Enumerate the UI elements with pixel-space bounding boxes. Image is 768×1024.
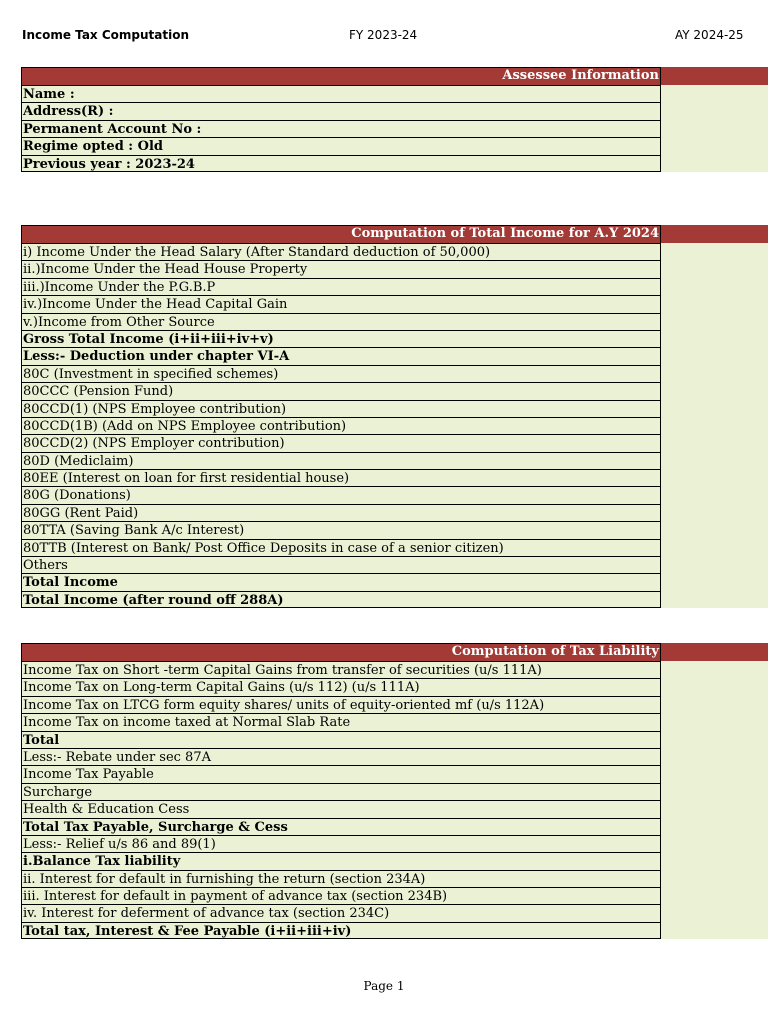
table-row: [21, 434, 768, 451]
financial-year: FY 2023-24: [349, 28, 418, 42]
row-label: 80C (Investment in specified schemes): [21, 365, 661, 382]
table-row: [21, 382, 768, 399]
table-row: [21, 835, 768, 852]
table-row: [21, 243, 768, 260]
value-cell: [661, 400, 768, 417]
value-cell: [661, 365, 768, 382]
value-cell: [661, 260, 768, 277]
value-cell: [661, 852, 768, 869]
table-row: [21, 800, 768, 817]
row-label: 80TTA (Saving Bank A/c Interest): [21, 521, 661, 538]
row-label: Health & Education Cess: [21, 800, 661, 817]
row-label: ii.)Income Under the Head House Property: [21, 260, 661, 277]
row-label: Previous year : 2023-24: [21, 155, 661, 172]
tax-rows: [21, 661, 768, 939]
total-income-section: [21, 225, 768, 608]
table-row: [21, 870, 768, 887]
row-label: iii. Interest for default in payment of advance tax (section 234B): [21, 887, 661, 904]
value-cell: [661, 678, 768, 695]
value-cell: [661, 469, 768, 486]
table-row: [21, 783, 768, 800]
value-cell: [661, 539, 768, 556]
table-row: [21, 713, 768, 730]
assessee-information-section: [21, 67, 768, 172]
value-cell: [661, 243, 768, 260]
row-label: Address(R) :: [21, 102, 661, 119]
document-title: Income Tax Computation: [22, 28, 189, 42]
value-cell: [661, 556, 768, 573]
table-row: [21, 347, 768, 364]
value-cell: [661, 835, 768, 852]
value-cell: [661, 765, 768, 782]
table-row: [21, 137, 768, 154]
value-cell: [661, 591, 768, 608]
assessee-rows: [21, 85, 768, 172]
row-label: v.)Income from Other Source: [21, 313, 661, 330]
table-row: [21, 661, 768, 678]
table-row: [21, 120, 768, 137]
section-title: Computation of Tax Liability: [451, 644, 659, 659]
table-row: [21, 556, 768, 573]
row-label: Income Tax on income taxed at Normal Slab Rate: [21, 713, 661, 730]
section-title: Computation of Total Income for A.Y 2024: [351, 226, 659, 241]
table-row: [21, 765, 768, 782]
row-label: 80EE (Interest on loan for first residential house): [21, 469, 661, 486]
value-cell: [661, 120, 768, 137]
section-header: [21, 225, 768, 243]
value-cell: [661, 137, 768, 154]
row-label: Regime opted : Old: [21, 137, 661, 154]
value-cell: [661, 313, 768, 330]
row-label: Surcharge: [21, 783, 661, 800]
table-row: [21, 731, 768, 748]
row-label: i.Balance Tax liability: [21, 852, 661, 869]
value-cell: [661, 486, 768, 503]
table-row: [21, 85, 768, 102]
page-number: Page 1: [363, 979, 405, 993]
value-cell: [661, 748, 768, 765]
table-row: [21, 469, 768, 486]
table-row: [21, 330, 768, 347]
value-cell: [661, 713, 768, 730]
value-cell: [661, 731, 768, 748]
row-label: 80CCD(1) (NPS Employee contribution): [21, 400, 661, 417]
row-label: Permanent Account No :: [21, 120, 661, 137]
row-label: Others: [21, 556, 661, 573]
row-label: Income Tax on LTCG form equity shares/ units of equity-oriented mf (u/s 112A): [21, 696, 661, 713]
section-header: [21, 67, 768, 85]
row-label: Income Tax Payable: [21, 765, 661, 782]
value-cell: [661, 887, 768, 904]
row-label: 80D (Mediclaim): [21, 452, 661, 469]
value-cell: [661, 818, 768, 835]
table-row: [21, 313, 768, 330]
row-label: Less:- Deduction under chapter VI-A: [21, 347, 661, 364]
value-cell: [661, 904, 768, 921]
row-label: Name :: [21, 85, 661, 102]
table-row: [21, 539, 768, 556]
page-header: [0, 28, 768, 44]
table-row: [21, 818, 768, 835]
value-cell: [661, 347, 768, 364]
value-cell: [661, 783, 768, 800]
row-label: Total Tax Payable, Surcharge & Cess: [21, 818, 661, 835]
row-label: 80CCD(2) (NPS Employer contribution): [21, 434, 661, 451]
table-row: [21, 591, 768, 608]
row-label: Less:- Relief u/s 86 and 89(1): [21, 835, 661, 852]
assessment-year: AY 2024-25: [675, 28, 744, 42]
value-cell: [661, 573, 768, 590]
row-label: Less:- Rebate under sec 87A: [21, 748, 661, 765]
table-row: [21, 922, 768, 939]
table-row: [21, 260, 768, 277]
value-cell: [661, 452, 768, 469]
value-cell: [661, 382, 768, 399]
table-row: [21, 748, 768, 765]
row-label: Income Tax on Short -term Capital Gains from transfer of securities (u/s 111A): [21, 661, 661, 678]
row-label: i) Income Under the Head Salary (After Standard deduction of 50,000): [21, 243, 661, 260]
table-row: [21, 452, 768, 469]
row-label: 80G (Donations): [21, 486, 661, 503]
table-row: [21, 504, 768, 521]
table-row: [21, 295, 768, 312]
table-row: [21, 696, 768, 713]
value-cell: [661, 504, 768, 521]
row-label: iii.)Income Under the P.G.B.P: [21, 278, 661, 295]
value-cell: [661, 661, 768, 678]
row-label: 80GG (Rent Paid): [21, 504, 661, 521]
row-label: iv. Interest for deferment of advance tax (section 234C): [21, 904, 661, 921]
table-row: [21, 904, 768, 921]
row-label: 80CCC (Pension Fund): [21, 382, 661, 399]
row-label: 80CCD(1B) (Add on NPS Employee contribution): [21, 417, 661, 434]
row-label: iv.)Income Under the Head Capital Gain: [21, 295, 661, 312]
value-cell: [661, 434, 768, 451]
value-cell: [661, 696, 768, 713]
tax-liability-section: [21, 643, 768, 939]
value-cell: [661, 155, 768, 172]
value-cell: [661, 85, 768, 102]
value-cell: [661, 521, 768, 538]
table-row: [21, 573, 768, 590]
row-label: 80TTB (Interest on Bank/ Post Office Deposits in case of a senior citizen): [21, 539, 661, 556]
row-label: Total: [21, 731, 661, 748]
row-label: Total Income: [21, 573, 661, 590]
value-cell: [661, 922, 768, 939]
row-label: Total Income (after round off 288A): [21, 591, 661, 608]
value-cell: [661, 102, 768, 119]
table-row: [21, 400, 768, 417]
value-cell: [661, 870, 768, 887]
table-row: [21, 278, 768, 295]
table-row: [21, 155, 768, 172]
income-rows: [21, 243, 768, 608]
section-header: [21, 643, 768, 661]
table-row: [21, 417, 768, 434]
row-label: Income Tax on Long-term Capital Gains (u/s 112) (u/s 111A): [21, 678, 661, 695]
row-label: Gross Total Income (i+ii+iii+iv+v): [21, 330, 661, 347]
value-cell: [661, 800, 768, 817]
value-cell: [661, 278, 768, 295]
row-label: Total tax, Interest & Fee Payable (i+ii+iii+iv): [21, 922, 661, 939]
table-row: [21, 678, 768, 695]
value-cell: [661, 417, 768, 434]
table-row: [21, 521, 768, 538]
table-row: [21, 102, 768, 119]
table-row: [21, 852, 768, 869]
table-row: [21, 486, 768, 503]
value-cell: [661, 330, 768, 347]
table-row: [21, 887, 768, 904]
table-row: [21, 365, 768, 382]
section-title: Assessee Information: [502, 68, 659, 83]
value-cell: [661, 295, 768, 312]
row-label: ii. Interest for default in furnishing the return (section 234A): [21, 870, 661, 887]
